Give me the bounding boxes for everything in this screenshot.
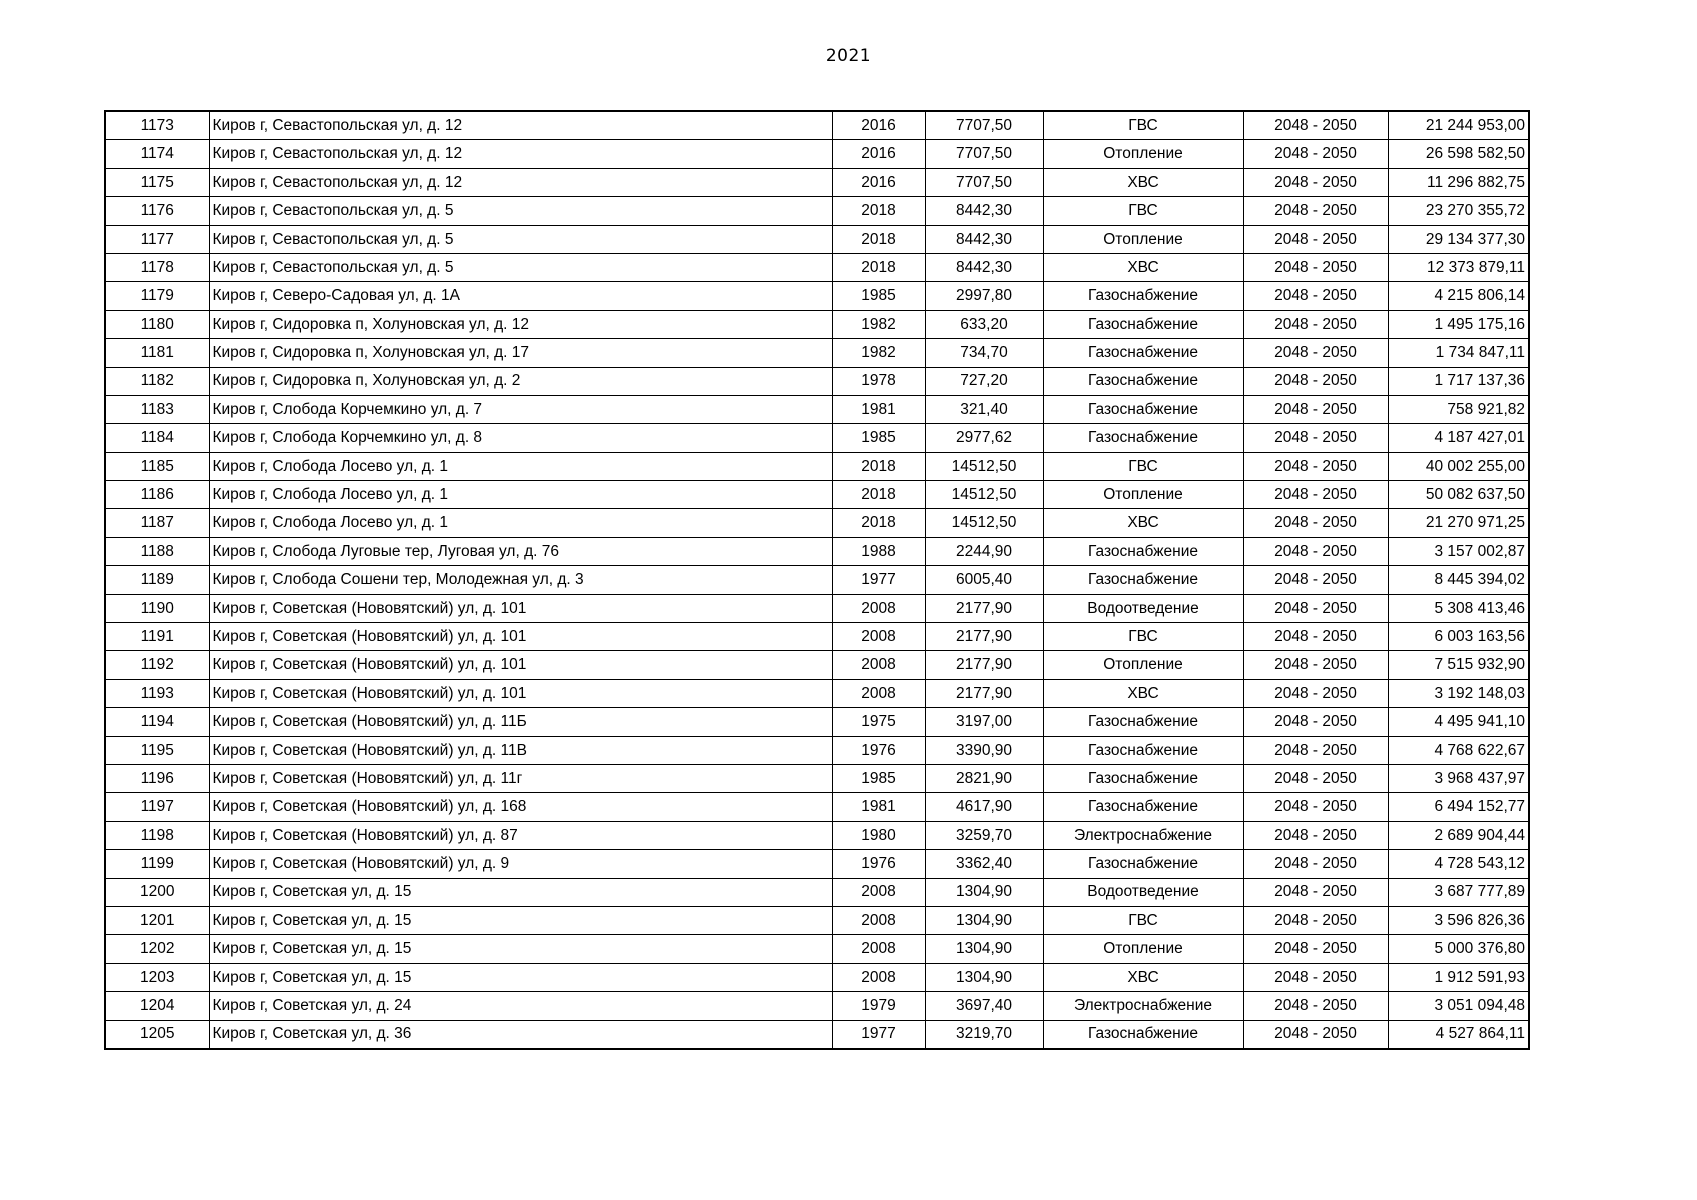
row-number-cell: 1187 — [105, 509, 209, 537]
repair-period-cell: 2048 - 2050 — [1243, 708, 1388, 736]
address-cell: Киров г, Слобода Корчемкино ул, д. 7 — [209, 395, 832, 423]
row-number-cell: 1197 — [105, 793, 209, 821]
address-cell: Киров г, Севастопольская ул, д. 5 — [209, 197, 832, 225]
cost-cell: 12 373 879,11 — [1388, 253, 1529, 281]
year-built-cell: 1985 — [832, 764, 925, 792]
table-row — [105, 708, 1529, 736]
table-row — [105, 253, 1529, 281]
address-cell: Киров г, Советская ул, д. 15 — [209, 963, 832, 991]
row-number-cell: 1196 — [105, 764, 209, 792]
repair-period-cell: 2048 - 2050 — [1243, 282, 1388, 310]
repair-period-cell: 2048 - 2050 — [1243, 367, 1388, 395]
service-type-cell: ГВС — [1043, 452, 1243, 480]
repair-period-cell: 2048 - 2050 — [1243, 679, 1388, 707]
table-row — [105, 310, 1529, 338]
cost-cell: 4 187 427,01 — [1388, 424, 1529, 452]
row-number-cell: 1179 — [105, 282, 209, 310]
service-type-cell: Электроснабжение — [1043, 992, 1243, 1020]
year-built-cell: 1977 — [832, 1020, 925, 1049]
cost-cell: 4 495 941,10 — [1388, 708, 1529, 736]
address-cell: Киров г, Советская (Нововятский) ул, д. 11В — [209, 736, 832, 764]
row-number-cell: 1194 — [105, 708, 209, 736]
row-number-cell: 1180 — [105, 310, 209, 338]
area-cell: 2821,90 — [925, 764, 1043, 792]
address-cell: Киров г, Советская (Нововятский) ул, д. 11Б — [209, 708, 832, 736]
address-cell: Киров г, Слобода Корчемкино ул, д. 8 — [209, 424, 832, 452]
cost-cell: 6 494 152,77 — [1388, 793, 1529, 821]
repair-period-cell: 2048 - 2050 — [1243, 821, 1388, 849]
row-number-cell: 1176 — [105, 197, 209, 225]
area-cell: 7707,50 — [925, 111, 1043, 140]
address-cell: Киров г, Советская ул, д. 15 — [209, 935, 832, 963]
address-cell: Киров г, Советская ул, д. 15 — [209, 878, 832, 906]
table-row — [105, 140, 1529, 168]
address-cell: Киров г, Советская (Нововятский) ул, д. 87 — [209, 821, 832, 849]
service-type-cell: Газоснабжение — [1043, 367, 1243, 395]
row-number-cell: 1175 — [105, 168, 209, 196]
area-cell: 2977,62 — [925, 424, 1043, 452]
service-type-cell: ГВС — [1043, 197, 1243, 225]
service-type-cell: Электроснабжение — [1043, 821, 1243, 849]
address-cell: Киров г, Слобода Лосево ул, д. 1 — [209, 481, 832, 509]
area-cell: 321,40 — [925, 395, 1043, 423]
service-type-cell: Отопление — [1043, 481, 1243, 509]
service-type-cell: Газоснабжение — [1043, 282, 1243, 310]
cost-cell: 29 134 377,30 — [1388, 225, 1529, 253]
address-cell: Киров г, Советская ул, д. 15 — [209, 906, 832, 934]
area-cell: 2177,90 — [925, 651, 1043, 679]
cost-cell: 11 296 882,75 — [1388, 168, 1529, 196]
address-cell: Киров г, Советская (Нововятский) ул, д. 101 — [209, 651, 832, 679]
service-type-cell: ХВС — [1043, 253, 1243, 281]
service-type-cell: Газоснабжение — [1043, 339, 1243, 367]
table-row — [105, 906, 1529, 934]
area-cell: 3197,00 — [925, 708, 1043, 736]
table-row — [105, 509, 1529, 537]
cost-cell: 3 687 777,89 — [1388, 878, 1529, 906]
area-cell: 2244,90 — [925, 537, 1043, 565]
area-cell: 1304,90 — [925, 906, 1043, 934]
year-built-cell: 1985 — [832, 282, 925, 310]
cost-cell: 3 157 002,87 — [1388, 537, 1529, 565]
year-built-cell: 1988 — [832, 537, 925, 565]
area-cell: 3390,90 — [925, 736, 1043, 764]
year-built-cell: 2018 — [832, 452, 925, 480]
repair-period-cell: 2048 - 2050 — [1243, 793, 1388, 821]
table-row — [105, 623, 1529, 651]
address-cell: Киров г, Советская (Нововятский) ул, д. 168 — [209, 793, 832, 821]
row-number-cell: 1192 — [105, 651, 209, 679]
year-built-cell: 2008 — [832, 679, 925, 707]
address-cell: Киров г, Советская ул, д. 24 — [209, 992, 832, 1020]
area-cell: 633,20 — [925, 310, 1043, 338]
row-number-cell: 1205 — [105, 1020, 209, 1049]
repair-period-cell: 2048 - 2050 — [1243, 651, 1388, 679]
table-row — [105, 764, 1529, 792]
address-cell: Киров г, Севастопольская ул, д. 12 — [209, 168, 832, 196]
repair-period-cell: 2048 - 2050 — [1243, 452, 1388, 480]
area-cell: 3362,40 — [925, 850, 1043, 878]
repair-period-cell: 2048 - 2050 — [1243, 736, 1388, 764]
service-type-cell: Газоснабжение — [1043, 764, 1243, 792]
cost-cell: 1 734 847,11 — [1388, 339, 1529, 367]
table-row — [105, 282, 1529, 310]
table-row — [105, 111, 1529, 140]
year-built-cell: 1976 — [832, 850, 925, 878]
cost-cell: 8 445 394,02 — [1388, 566, 1529, 594]
area-cell: 1304,90 — [925, 878, 1043, 906]
repair-period-cell: 2048 - 2050 — [1243, 566, 1388, 594]
year-built-cell: 2016 — [832, 111, 925, 140]
area-cell: 2997,80 — [925, 282, 1043, 310]
row-number-cell: 1174 — [105, 140, 209, 168]
service-type-cell: ХВС — [1043, 679, 1243, 707]
year-built-cell: 2018 — [832, 253, 925, 281]
area-cell: 2177,90 — [925, 594, 1043, 622]
area-cell: 734,70 — [925, 339, 1043, 367]
cost-cell: 4 215 806,14 — [1388, 282, 1529, 310]
row-number-cell: 1204 — [105, 992, 209, 1020]
service-type-cell: Отопление — [1043, 935, 1243, 963]
area-cell: 14512,50 — [925, 452, 1043, 480]
row-number-cell: 1182 — [105, 367, 209, 395]
cost-cell: 6 003 163,56 — [1388, 623, 1529, 651]
address-cell: Киров г, Советская (Нововятский) ул, д. 101 — [209, 623, 832, 651]
row-number-cell: 1193 — [105, 679, 209, 707]
service-type-cell: Отопление — [1043, 140, 1243, 168]
address-cell: Киров г, Сидоровка п, Холуновская ул, д. 12 — [209, 310, 832, 338]
service-type-cell: Газоснабжение — [1043, 793, 1243, 821]
table-row — [105, 339, 1529, 367]
table-row — [105, 850, 1529, 878]
year-built-cell: 1979 — [832, 992, 925, 1020]
cost-cell: 4 527 864,11 — [1388, 1020, 1529, 1049]
cost-cell: 3 192 148,03 — [1388, 679, 1529, 707]
address-cell: Киров г, Слобода Луговые тер, Луговая ул, д. 76 — [209, 537, 832, 565]
service-type-cell: ХВС — [1043, 509, 1243, 537]
address-cell: Киров г, Севастопольская ул, д. 12 — [209, 140, 832, 168]
row-number-cell: 1201 — [105, 906, 209, 934]
year-built-cell: 1982 — [832, 339, 925, 367]
year-built-cell: 1985 — [832, 424, 925, 452]
row-number-cell: 1200 — [105, 878, 209, 906]
area-cell: 8442,30 — [925, 253, 1043, 281]
cost-cell: 5 000 376,80 — [1388, 935, 1529, 963]
row-number-cell: 1202 — [105, 935, 209, 963]
table-row — [105, 651, 1529, 679]
table-row — [105, 736, 1529, 764]
year-built-cell: 1982 — [832, 310, 925, 338]
year-built-cell: 2016 — [832, 140, 925, 168]
year-built-cell: 2008 — [832, 878, 925, 906]
table-row — [105, 225, 1529, 253]
table-row — [105, 793, 1529, 821]
year-built-cell: 2018 — [832, 225, 925, 253]
year-built-cell: 1977 — [832, 566, 925, 594]
table-row — [105, 481, 1529, 509]
address-cell: Киров г, Советская (Нововятский) ул, д. 9 — [209, 850, 832, 878]
service-type-cell: Газоснабжение — [1043, 708, 1243, 736]
repair-period-cell: 2048 - 2050 — [1243, 764, 1388, 792]
registry-table — [104, 110, 1530, 1050]
service-type-cell: Газоснабжение — [1043, 736, 1243, 764]
area-cell: 7707,50 — [925, 140, 1043, 168]
repair-period-cell: 2048 - 2050 — [1243, 140, 1388, 168]
cost-cell: 1 495 175,16 — [1388, 310, 1529, 338]
cost-cell: 21 270 971,25 — [1388, 509, 1529, 537]
address-cell: Киров г, Севастопольская ул, д. 12 — [209, 111, 832, 140]
area-cell: 8442,30 — [925, 225, 1043, 253]
service-type-cell: Водоотведение — [1043, 878, 1243, 906]
row-number-cell: 1199 — [105, 850, 209, 878]
repair-period-cell: 2048 - 2050 — [1243, 1020, 1388, 1049]
year-built-cell: 2016 — [832, 168, 925, 196]
table-row — [105, 1020, 1529, 1049]
row-number-cell: 1195 — [105, 736, 209, 764]
year-built-cell: 1975 — [832, 708, 925, 736]
area-cell: 3697,40 — [925, 992, 1043, 1020]
address-cell: Киров г, Сидоровка п, Холуновская ул, д. 17 — [209, 339, 832, 367]
area-cell: 3219,70 — [925, 1020, 1043, 1049]
repair-period-cell: 2048 - 2050 — [1243, 395, 1388, 423]
service-type-cell: ХВС — [1043, 168, 1243, 196]
row-number-cell: 1203 — [105, 963, 209, 991]
cost-cell: 7 515 932,90 — [1388, 651, 1529, 679]
table-row — [105, 367, 1529, 395]
address-cell: Киров г, Слобода Лосево ул, д. 1 — [209, 509, 832, 537]
cost-cell: 4 768 622,67 — [1388, 736, 1529, 764]
table-row — [105, 395, 1529, 423]
area-cell: 2177,90 — [925, 623, 1043, 651]
service-type-cell: Газоснабжение — [1043, 395, 1243, 423]
area-cell: 8442,30 — [925, 197, 1043, 225]
year-built-cell: 2008 — [832, 935, 925, 963]
repair-period-cell: 2048 - 2050 — [1243, 594, 1388, 622]
area-cell: 1304,90 — [925, 963, 1043, 991]
year-built-cell: 2008 — [832, 963, 925, 991]
row-number-cell: 1189 — [105, 566, 209, 594]
cost-cell: 1 912 591,93 — [1388, 963, 1529, 991]
table-row — [105, 963, 1529, 991]
table-row — [105, 566, 1529, 594]
repair-period-cell: 2048 - 2050 — [1243, 906, 1388, 934]
area-cell: 14512,50 — [925, 481, 1043, 509]
service-type-cell: Отопление — [1043, 651, 1243, 679]
repair-period-cell: 2048 - 2050 — [1243, 850, 1388, 878]
table-row — [105, 168, 1529, 196]
table-row — [105, 878, 1529, 906]
row-number-cell: 1188 — [105, 537, 209, 565]
cost-cell: 2 689 904,44 — [1388, 821, 1529, 849]
row-number-cell: 1177 — [105, 225, 209, 253]
year-built-cell: 2008 — [832, 594, 925, 622]
repair-period-cell: 2048 - 2050 — [1243, 878, 1388, 906]
service-type-cell: Газоснабжение — [1043, 424, 1243, 452]
cost-cell: 50 082 637,50 — [1388, 481, 1529, 509]
address-cell: Киров г, Северо-Садовая ул, д. 1А — [209, 282, 832, 310]
table-row — [105, 821, 1529, 849]
area-cell: 6005,40 — [925, 566, 1043, 594]
address-cell: Киров г, Слобода Лосево ул, д. 1 — [209, 452, 832, 480]
cost-cell: 4 728 543,12 — [1388, 850, 1529, 878]
cost-cell: 3 051 094,48 — [1388, 992, 1529, 1020]
table-row — [105, 197, 1529, 225]
year-built-cell: 2008 — [832, 906, 925, 934]
row-number-cell: 1191 — [105, 623, 209, 651]
row-number-cell: 1173 — [105, 111, 209, 140]
repair-period-cell: 2048 - 2050 — [1243, 111, 1388, 140]
service-type-cell: Газоснабжение — [1043, 310, 1243, 338]
cost-cell: 3 968 437,97 — [1388, 764, 1529, 792]
cost-cell: 26 598 582,50 — [1388, 140, 1529, 168]
address-cell: Киров г, Сидоровка п, Холуновская ул, д. 2 — [209, 367, 832, 395]
table-row — [105, 935, 1529, 963]
cost-cell: 5 308 413,46 — [1388, 594, 1529, 622]
repair-period-cell: 2048 - 2050 — [1243, 509, 1388, 537]
row-number-cell: 1198 — [105, 821, 209, 849]
repair-period-cell: 2048 - 2050 — [1243, 992, 1388, 1020]
repair-period-cell: 2048 - 2050 — [1243, 481, 1388, 509]
service-type-cell: ГВС — [1043, 906, 1243, 934]
table-body — [105, 111, 1529, 1049]
cost-cell: 40 002 255,00 — [1388, 452, 1529, 480]
service-type-cell: Газоснабжение — [1043, 1020, 1243, 1049]
repair-period-cell: 2048 - 2050 — [1243, 310, 1388, 338]
repair-period-cell: 2048 - 2050 — [1243, 935, 1388, 963]
cost-cell: 3 596 826,36 — [1388, 906, 1529, 934]
year-built-cell: 2018 — [832, 481, 925, 509]
row-number-cell: 1190 — [105, 594, 209, 622]
year-built-cell: 1981 — [832, 793, 925, 821]
area-cell: 2177,90 — [925, 679, 1043, 707]
row-number-cell: 1178 — [105, 253, 209, 281]
repair-period-cell: 2048 - 2050 — [1243, 339, 1388, 367]
repair-period-cell: 2048 - 2050 — [1243, 225, 1388, 253]
year-built-cell: 2018 — [832, 509, 925, 537]
year-built-cell: 1981 — [832, 395, 925, 423]
table-row — [105, 537, 1529, 565]
page-number: 2021 — [825, 46, 872, 66]
row-number-cell: 1186 — [105, 481, 209, 509]
service-type-cell: Отопление — [1043, 225, 1243, 253]
row-number-cell: 1181 — [105, 339, 209, 367]
row-number-cell: 1185 — [105, 452, 209, 480]
service-type-cell: ГВС — [1043, 111, 1243, 140]
address-cell: Киров г, Слобода Сошени тер, Молодежная ул, д. 3 — [209, 566, 832, 594]
address-cell: Киров г, Севастопольская ул, д. 5 — [209, 225, 832, 253]
year-built-cell: 1976 — [832, 736, 925, 764]
year-built-cell: 2018 — [832, 197, 925, 225]
table-row — [105, 992, 1529, 1020]
service-type-cell: ХВС — [1043, 963, 1243, 991]
area-cell: 4617,90 — [925, 793, 1043, 821]
service-type-cell: Водоотведение — [1043, 594, 1243, 622]
cost-cell: 758 921,82 — [1388, 395, 1529, 423]
service-type-cell: Газоснабжение — [1043, 850, 1243, 878]
repair-period-cell: 2048 - 2050 — [1243, 168, 1388, 196]
service-type-cell: ГВС — [1043, 623, 1243, 651]
address-cell: Киров г, Советская ул, д. 36 — [209, 1020, 832, 1049]
year-built-cell: 2008 — [832, 651, 925, 679]
repair-period-cell: 2048 - 2050 — [1243, 963, 1388, 991]
year-built-cell: 1980 — [832, 821, 925, 849]
area-cell: 1304,90 — [925, 935, 1043, 963]
cost-cell: 23 270 355,72 — [1388, 197, 1529, 225]
area-cell: 3259,70 — [925, 821, 1043, 849]
address-cell: Киров г, Советская (Нововятский) ул, д. 101 — [209, 679, 832, 707]
area-cell: 14512,50 — [925, 509, 1043, 537]
cost-cell: 21 244 953,00 — [1388, 111, 1529, 140]
address-cell: Киров г, Советская (Нововятский) ул, д. 11г — [209, 764, 832, 792]
year-built-cell: 1978 — [832, 367, 925, 395]
area-cell: 727,20 — [925, 367, 1043, 395]
repair-period-cell: 2048 - 2050 — [1243, 424, 1388, 452]
row-number-cell: 1184 — [105, 424, 209, 452]
table-row — [105, 679, 1529, 707]
repair-period-cell: 2048 - 2050 — [1243, 623, 1388, 651]
service-type-cell: Газоснабжение — [1043, 537, 1243, 565]
repair-period-cell: 2048 - 2050 — [1243, 253, 1388, 281]
table-row — [105, 594, 1529, 622]
repair-period-cell: 2048 - 2050 — [1243, 537, 1388, 565]
address-cell: Киров г, Севастопольская ул, д. 5 — [209, 253, 832, 281]
year-built-cell: 2008 — [832, 623, 925, 651]
service-type-cell: Газоснабжение — [1043, 566, 1243, 594]
cost-cell: 1 717 137,36 — [1388, 367, 1529, 395]
repair-period-cell: 2048 - 2050 — [1243, 197, 1388, 225]
area-cell: 7707,50 — [925, 168, 1043, 196]
table-row — [105, 424, 1529, 452]
address-cell: Киров г, Советская (Нововятский) ул, д. 101 — [209, 594, 832, 622]
row-number-cell: 1183 — [105, 395, 209, 423]
table-row — [105, 452, 1529, 480]
